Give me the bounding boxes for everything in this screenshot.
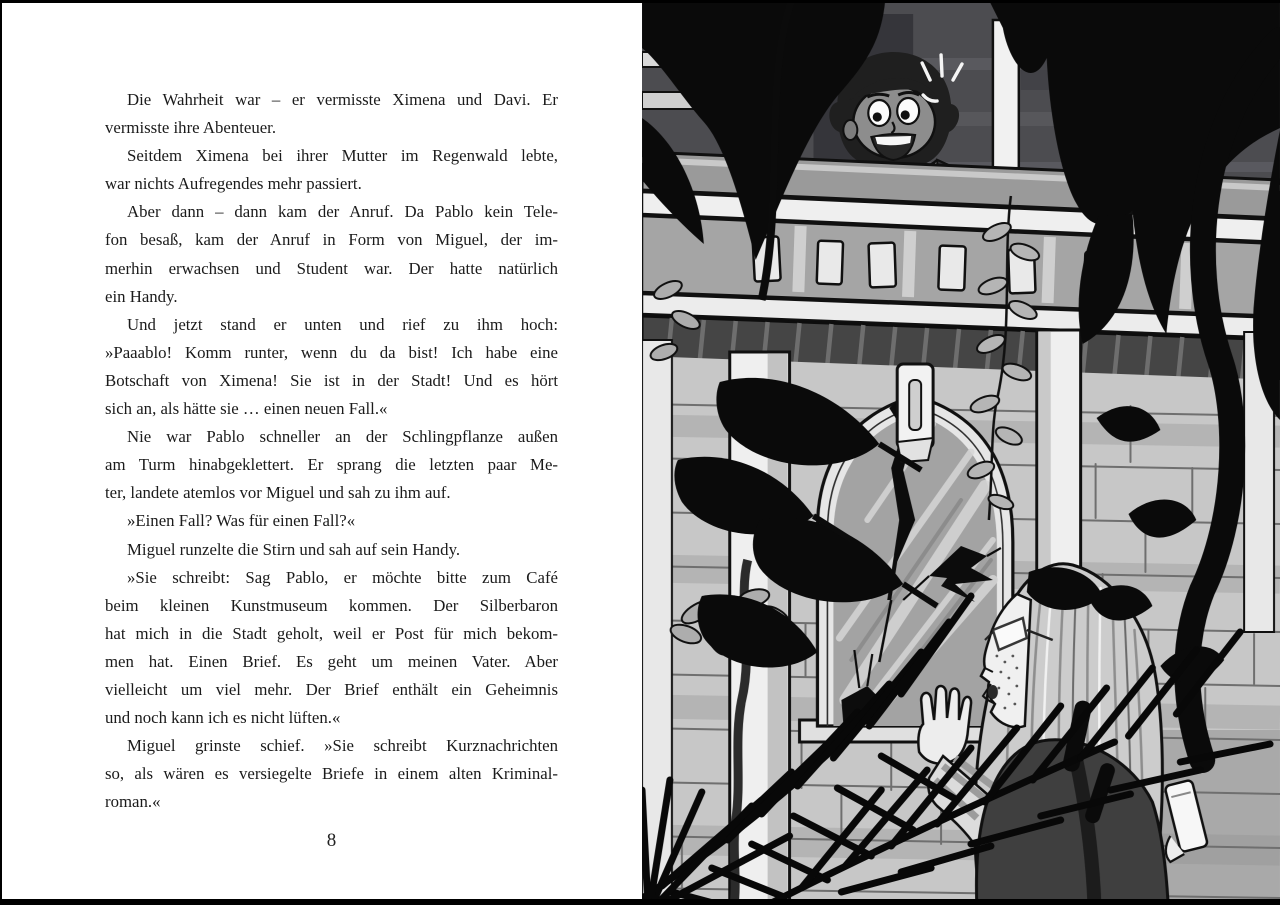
text-line: fon besaß, kam der Anruf in Form von Miguel, der im- [105,230,558,250]
top-border [0,0,1280,3]
text-line: so, als wären es versiegelte Briefe in einem alten Kriminal- [105,764,558,784]
text-line: Miguel runzelte die Stirn und sah auf sein Handy. [127,539,461,559]
text-line: und noch kann ich es nicht lüften.« [105,708,341,728]
text-line: Aber dann – dann kam der Anruf. Da Pablo kein Tele- [127,202,558,222]
illustration [642,0,1280,908]
text-line: Miguel grinste schief. »Sie schreibt Kurznachrichten [127,736,558,756]
text-line: men hat. Einen Brief. Es geht um meinen Vater. Aber [105,651,558,671]
text-line: »Einen Fall? Was für einen Fall?« [127,511,356,531]
text-line: »Paaablo! Komm runter, wenn du da bist! Ich habe eine [105,342,558,362]
text-line: beim kleinen Kunstmuseum kommen. Der Silberbaron [105,595,558,615]
text-line: merhin erwachsen und Student war. Der hatte natürlich [105,258,558,278]
text-line: Und jetzt stand er unten und rief zu ihm hoch: [127,314,558,334]
left-border [0,0,2,908]
text-line: roman.« [105,792,161,812]
text-line: Nie war Pablo schneller an der Schlingpflanze außen [127,427,558,447]
text-line: am Turm hinabgeklettert. Er sprang die letzten paar Me- [105,455,558,475]
text-line: Die Wahrheit war – er vermisste Ximena und Davi. Er [127,90,558,109]
text-line: ein Handy. [105,286,178,306]
text-line: Botschaft von Ximena! Sie ist in der Stadt! Und es hört [105,370,558,390]
text-line: »Sie schreibt: Sag Pablo, er möchte bitte zum Café [127,567,558,587]
text-line: sich an, als hätte sie … einen neuen Fall.« [105,399,388,419]
text-line: hat mich in die Stadt geholt, weil er Post für mich bekom- [105,623,558,643]
text-lines [105,86,558,816]
text-block [105,86,558,816]
page-number: 8 [326,830,337,851]
text-line: vermisste ihre Abenteuer. [105,118,277,138]
text-line: ter, landete atemlos vor Miguel und sah zu ihm auf. [105,483,451,503]
girl-mouth [988,685,998,699]
text-line: Seitdem Ximena bei ihrer Mutter im Regenwald lebte, [127,146,558,166]
text-line: war nichts Aufregendes mehr passiert. [105,174,362,194]
mirror-latch [897,364,933,462]
text-line: vielleicht um viel mehr. Der Brief enthält ein Geheimnis [105,679,558,699]
